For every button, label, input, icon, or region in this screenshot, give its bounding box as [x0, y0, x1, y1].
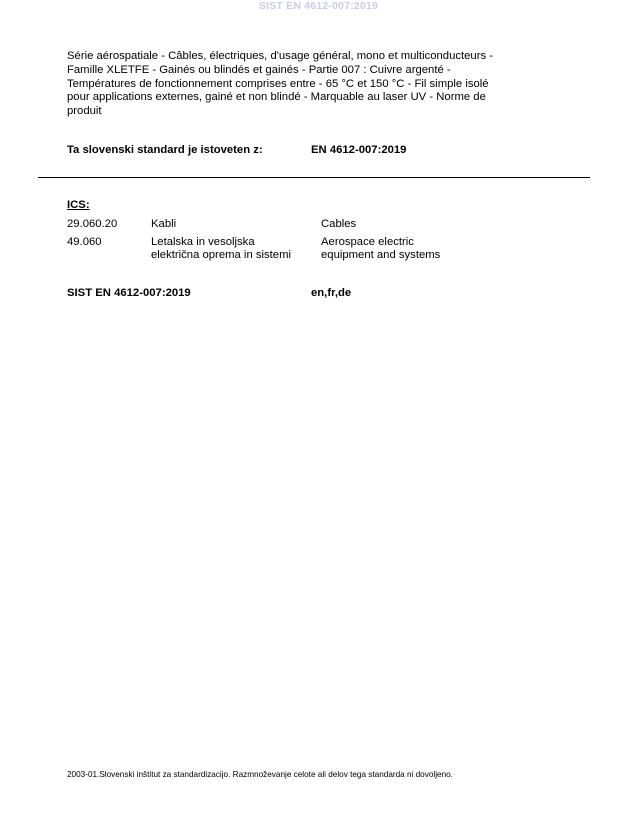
ics-en-line: Aerospace electric: [321, 235, 414, 248]
french-title: [67, 50, 567, 119]
french-title-line: pour applications externes, gainé et non blindé - Marquable au laser UV - Norme de: [67, 91, 486, 104]
document-id: SIST EN 4612-007:2019: [67, 287, 191, 299]
ics-english-description: [321, 236, 481, 263]
ics-heading: ICS:: [67, 199, 90, 211]
ics-table: [67, 218, 487, 267]
ics-slovenian-description: [151, 218, 321, 232]
ics-code: 29.060.20: [67, 218, 118, 230]
ics-slovenian-description: [151, 236, 321, 263]
ics-code: 49.060: [67, 235, 102, 248]
header-watermark-title: SIST EN 4612-007:2019: [258, 0, 379, 12]
french-title-line: Série aérospatiale - Câbles, électriques, d'usage général, mono et multiconducteurs -: [67, 50, 494, 62]
ics-en-line: equipment and systems: [321, 249, 441, 261]
document-id-row: [67, 287, 567, 299]
ics-sl-line: Kabli: [151, 218, 177, 230]
horizontal-divider: [38, 177, 590, 178]
ics-sl-line: Letalska in vesoljska: [151, 235, 255, 248]
french-title-line: Famille XLETFE - Gainés ou blindés et gainés - Partie 007 : Cuivre argenté -: [67, 63, 451, 76]
ics-sl-line: električna oprema in sistemi: [151, 249, 292, 261]
copyright-notice: 2003-01.Slovenski inštitut za standardizacijo. Razmnoževanje celote ali delov tega standarda ni dovoljeno.: [67, 770, 453, 779]
identical-label: Ta slovenski standard je istoveten z:: [67, 144, 263, 156]
document-languages: en,fr,de: [311, 287, 352, 299]
identical-standard-row: [67, 144, 567, 156]
identical-value: EN 4612-007:2019: [311, 144, 407, 156]
french-title-line: Températures de fonctionnement comprises entre - 65 °C et 150 °C - Fil simple isolé: [67, 77, 489, 90]
ics-row: [67, 218, 487, 232]
french-title-line: produit: [67, 105, 102, 118]
ics-row: [67, 236, 487, 263]
ics-english-description: [321, 218, 481, 232]
ics-en-line: Cables: [321, 218, 357, 230]
